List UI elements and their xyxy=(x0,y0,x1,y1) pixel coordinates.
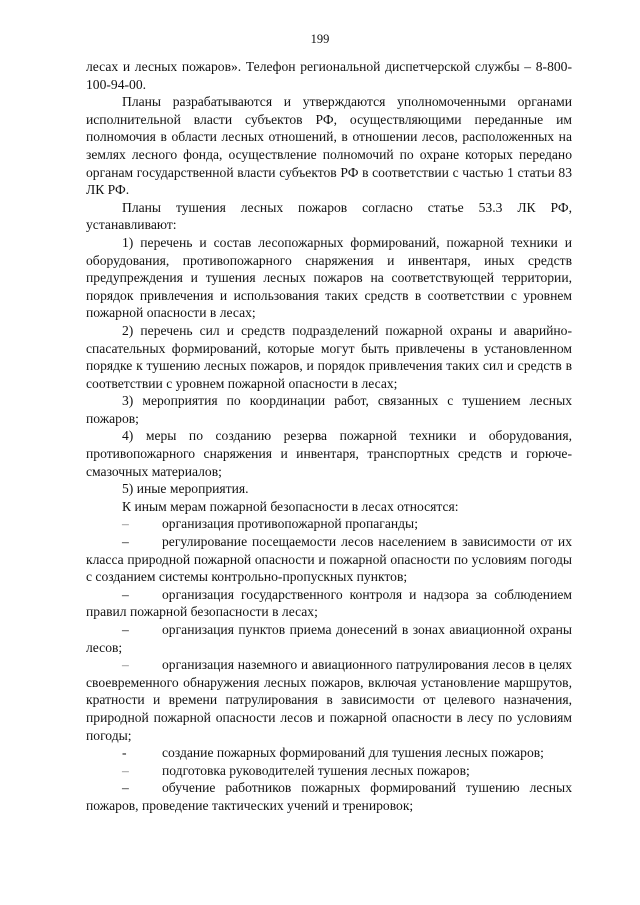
list-item-4: 4) меры по созданию резерва пожарной техники и оборудования, противопожарного снаряжения и инвентаря, транспортных средств и горюче-смазочных материалов; xyxy=(86,428,572,479)
dash-item-text: создание пожарных формирований для тушения лесных пожаров; xyxy=(162,745,544,761)
dash-item-worker-training xyxy=(86,779,572,814)
dash-marker: – xyxy=(122,516,129,532)
paragraph-other-measures: К иным мерам пожарной безопасности в лесах относятся: xyxy=(122,498,459,514)
dash-item-text: организация государственного контроля и надзора за соблюдением правил пожарной безопасности в лесах; xyxy=(86,586,572,620)
dash-marker: – xyxy=(122,762,129,778)
dash-marker: – xyxy=(122,780,129,796)
dash-marker: – xyxy=(122,534,129,550)
dash-item-text: организация пунктов приема донесений в зонах авиационной охраны лесов; xyxy=(86,622,572,655)
dash-item-text: обучение работников пожарных формирований тушению лесных пожаров, проведение тактических учений и тренировок; xyxy=(86,780,572,813)
paragraph-plans-establish: Планы тушения лесных пожаров согласно статье 53.3 ЛК РФ, устанавливают: xyxy=(86,199,572,233)
dash-item-patrolling xyxy=(86,656,572,744)
list-item-1: 1) перечень и состав лесопожарных формирований, пожарной техники и оборудования, противопожарного снаряжения и инвентаря, иных средств предупреждения и тушения лесных пожаров на соответствующей территории, порядок привлечения и использования таких средств в соответствии с уровнем пожарной опасности в лесах; xyxy=(86,234,572,321)
dash-item-text: организация наземного и авиационного патрулирования лесов в целях своевременного обнаружения лесных пожаров, включая установление маршрутов, кратности и времени патрулирования в зависимости от целевого назначения, природной пожарной опасности лесов и пожарной опасности в лесу по условиям погоды; xyxy=(86,657,572,743)
list-item-3: 3) мероприятия по координации работ, связанных с тушением лесных пожаров; xyxy=(86,393,572,426)
paragraph-continuation: лесах и лесных пожаров». Телефон региональной диспетчерской службы – 8-800-100-94-00. xyxy=(86,59,572,92)
dash-item-propaganda xyxy=(86,515,572,533)
dash-marker: - xyxy=(122,745,127,761)
dash-marker: – xyxy=(122,622,129,637)
page-number: 199 xyxy=(310,32,330,46)
dash-item-reporting-points xyxy=(86,621,572,656)
dash-marker: – xyxy=(122,586,129,602)
dash-item-text: регулирование посещаемости лесов населением в зависимости от их класса природной пожарной опасности и пожарной опасности по условиям погоды с созданием системы контрольно-пропускных пунктов; xyxy=(86,534,572,585)
dash-marker: – xyxy=(122,657,129,673)
dash-item-leader-training xyxy=(86,762,572,780)
paragraph-plans-intro: Планы разрабатываются и утверждаются уполномоченными органами исполнительной власти субъектов РФ, осуществляющими переданные им полномочия в области лесных отношений, в отношении лесов, расположенных на землях лесного фонда, осуществление полномочий по охране которых передано органам государственной власти субъектов РФ в соответствии с частью 1 статьи 83 ЛК РФ. xyxy=(86,94,572,198)
list-item-2: 2) перечень сил и средств подразделений пожарной охраны и аварийно-спасательных формирований, которые могут быть привлечены в установленном порядке к тушению лесных пожаров, и порядок привлечения таких сил и средств в соответствии с уровнем пожарной опасности в лесах; xyxy=(86,322,572,391)
dash-item-text: организация противопожарной пропаганды; xyxy=(162,516,418,532)
list-item-5: 5) иные мероприятия. xyxy=(122,481,249,497)
document-body xyxy=(86,58,572,815)
dash-item-fire-units xyxy=(86,744,572,762)
dash-item-text: подготовка руководителей тушения лесных пожаров; xyxy=(162,762,470,778)
dash-item-state-control xyxy=(86,586,572,621)
dash-item-attendance xyxy=(86,533,572,586)
